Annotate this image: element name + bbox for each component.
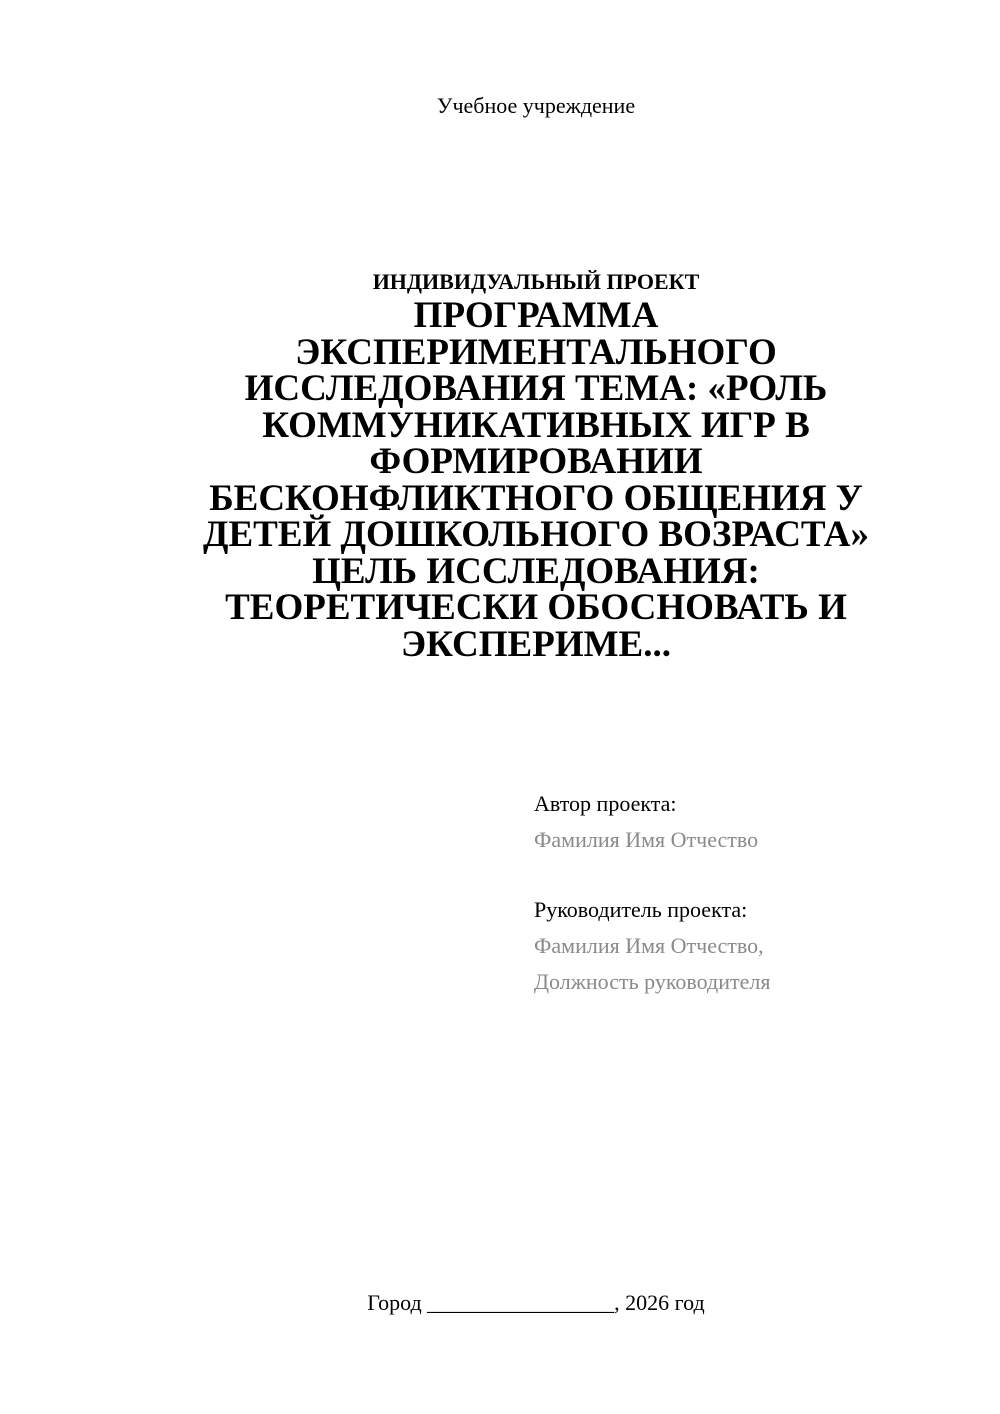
title-line: ДЕТЕЙ ДОШКОЛЬНОГО ВОЗРАСТА» <box>203 514 869 555</box>
title-line: ТЕОРЕТИЧЕСКИ ОБОСНОВАТЬ И <box>225 587 847 628</box>
project-title <box>150 295 922 665</box>
supervisor-label: Руководитель проекта: <box>534 897 748 922</box>
author-block <box>534 786 954 858</box>
title-line: ФОРМИРОВАНИИ <box>369 441 703 482</box>
city-blank: _________________ <box>427 1290 615 1315</box>
title-line: ЦЕЛЬ ИССЛЕДОВАНИЯ: <box>312 550 760 592</box>
city-year-line <box>0 1288 1000 1318</box>
title-line: БЕСКОНФЛИКТНОГО ОБЩЕНИЯ У <box>209 477 863 519</box>
title-line: ПРОГРАММА <box>413 295 659 336</box>
title-line: ЭКСПЕРИМЕ... <box>401 623 671 665</box>
city-label: Город <box>367 1290 422 1315</box>
year-text: , 2026 год <box>614 1290 705 1315</box>
project-type: ИНДИВИДУАЛЬНЫЙ ПРОЕКТ <box>372 269 700 294</box>
author-name: Фамилия Имя Отчество <box>534 827 759 852</box>
supervisor-position: Должность руководителя <box>534 969 771 994</box>
supervisor-name: Фамилия Имя Отчество, <box>534 933 764 958</box>
supervisor-block <box>534 892 954 1000</box>
author-label: Автор проекта: <box>534 791 677 816</box>
institution-name: Учебное учреждение <box>436 93 636 118</box>
title-line: ИССЛЕДОВАНИЯ ТЕМА: «РОЛЬ <box>244 368 828 409</box>
title-line: КОММУНИКАТИВНЫХ ИГР В <box>262 404 810 446</box>
title-line: ЭКСПЕРИМЕНТАЛЬНОГО <box>295 331 777 373</box>
